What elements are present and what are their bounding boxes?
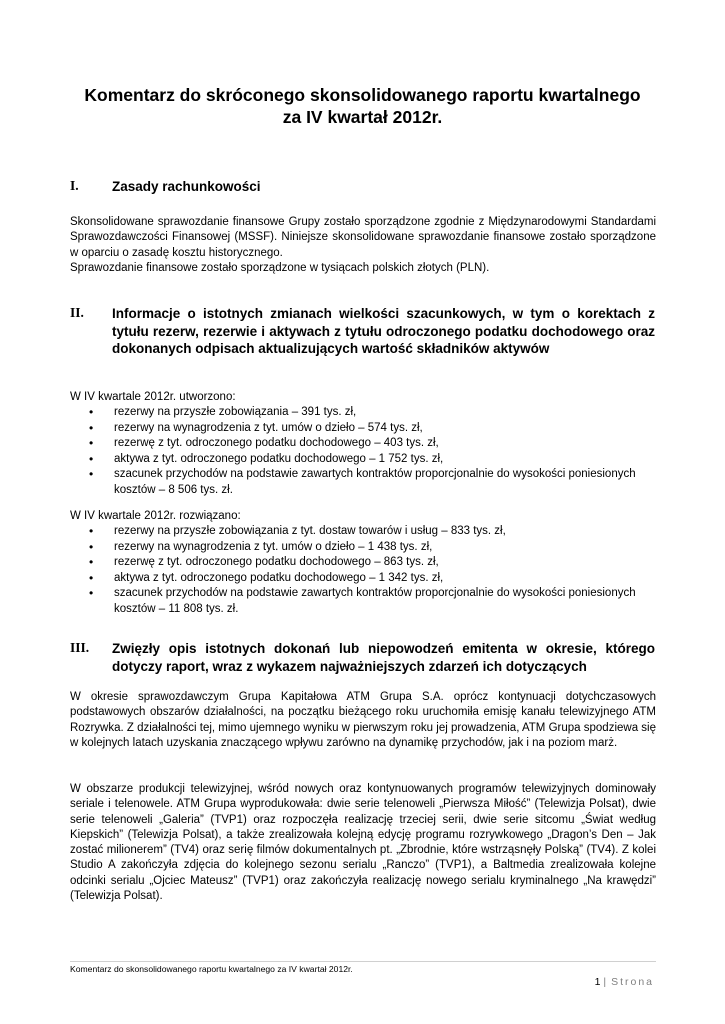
page-number-value: 1 [594,976,601,988]
list-item-text: aktywa z tyt. odroczonego podatku dochodowego – 1 752 tys. zł, [114,452,444,465]
list-item-text: szacunek przychodów na podstawie zawartych kontraktów proporcjonalnie do wysokości poniesionych kosztów – 11 808 tys. zł. [114,587,636,615]
list-item [0,467,725,498]
page-number-separator: | [603,976,609,988]
section-1-title: Zasady rachunkowości [112,179,261,194]
created-list [0,405,725,499]
bullet-icon: • [89,570,94,585]
title-line-1: Komentarz do skróconego skonsolidowanego raportu kwartalnego [84,85,641,105]
bullet-icon: • [89,524,94,538]
section-3-paragraph-2: W obszarze produkcji telewizyjnej, wśród nowych oraz kontynuowanych programów telewizyjnych dominowały seriale i telenowele. ATM Grupa wyprodukowała: dwie serie telenoweli „Pierwsza Miłość” (Telewizja Polsat), dwie serie telenoweli „Galeria” (TVP1) oraz rozpoczęła realizację trzeciej serii, dwie serie sitcomu „Świat według Kiepskich” (Telewizja Polsat), a także zrealizowała kolejną edycję programu rozrywkowego „Dragon’s Den – Jak zostać milionerem” (TV4) oraz serię filmów dokumentalnych pt. „Zbrodnie, które wstrząsnęły Polską” (TV4). Z kolei Studio A zakończyła zdjęcia do kolejnego sezonu serialu „Ranczo” (TVP1), a Baltmedia zrealizowała kolejne odcinki serialu „Ojciec Mateusz” (TVP1) oraz zakończyła realizację nowego serialu kryminalnego „Na krawędzi” (Telewizja Polsat). [70,783,656,903]
list-item-text: rezerwy na wynagrodzenia z tyt. umów o dzieło – 1 438 tys. zł, [114,540,433,553]
footer-text: Komentarz do skonsolidowanego raportu kwartalnego za IV kwartał 2012r. [70,964,353,974]
title-line-2: za IV kwartał 2012r. [282,107,443,127]
bullet-icon: • [89,555,94,570]
list-item [0,586,725,617]
section-3-heading [70,640,655,678]
list-item [0,421,725,437]
list-item-text: rezerwę z tyt. odroczonego podatku dochodowego – 863 tys. zł, [114,556,439,569]
dissolved-list [0,524,725,618]
list-item-text: rezerwy na wynagrodzenia z tyt. umów o dzieło – 574 tys. zł, [114,421,423,434]
list-item [0,555,725,571]
bullet-icon: • [89,539,94,554]
footer-divider [70,961,656,962]
section-2-heading [70,305,655,377]
list-item-text: rezerwy na przyszłe zobowiązania – 391 tys. zł, [114,406,357,418]
bullet-icon: • [89,436,94,451]
section-2-number: II. [70,305,84,320]
bullet-icon: • [89,467,94,482]
list-item-text: aktywa z tyt. odroczonego podatku dochodowego – 1 342 tys. zł, [114,571,444,584]
created-intro: W IV kwartale 2012r. utworzono: [70,391,236,403]
bullet-icon: • [89,420,94,435]
bullet-icon: • [89,586,94,601]
page-number [595,976,654,988]
list-item [0,571,725,587]
list-item [0,524,725,540]
section-1-currency-note: Sprawozdanie finansowe zostało sporządzone w tysiącach polskich złotych (PLN). [70,262,490,274]
bullet-icon: • [89,405,94,419]
list-item-text: rezerwy na przyszłe zobowiązania z tyt. dostaw towarów i usług – 833 tys. zł, [114,525,506,537]
section-2-title: Informacje o istotnych zmianach wielkości szacunkowych, w tym o korektach z tytułu rezerw, rezerwie i aktywach z tytułu odroczonego podatku dochodowego oraz dokonanych odpisach aktualizujących wartość składników aktywów [112,306,655,356]
list-item-text: rezerwę z tyt. odroczonego podatku dochodowego – 403 tys. zł, [114,437,439,450]
section-1-paragraph: Skonsolidowane sprawozdanie finansowe Grupy zostało sporządzone zgodnie z Międzynarodowymi Standardami Sprawozdawczości Finansowej (MSSF). Niniejsze skonsolidowane sprawozdanie finansowe zostało sporządzone w oparciu o zasadę kosztu historycznego. [70,216,656,259]
section-3-title: Zwięzły opis istotnych dokonań lub niepowodzeń emitenta w okresie, którego dotyczy raport, wraz z wykazem najważniejszych zdarzeń ich dotyczących [112,641,655,674]
section-1-number: I. [70,178,79,193]
dissolved-intro: W IV kwartale 2012r. rozwiązano: [70,510,241,522]
list-item [0,452,725,468]
list-item [0,405,725,421]
page-number-label: Strona [611,976,654,988]
section-3-number: III. [70,640,90,655]
bullet-icon: • [89,451,94,466]
section-1-heading [70,178,655,198]
list-item [0,436,725,452]
section-3-paragraph-1: W okresie sprawozdawczym Grupa Kapitałowa ATM Grupa S.A. oprócz kontynuacji dotychczasowych podstawowych obszarów działalności, na początku bieżącego roku uruchomiła emisję kanału telewizyjnego ATM Rozrywka. Z działalności tej, mimo ujemnego wyniku w pierwszym roku jej prowadzenia, ATM Grupa spodziewa się w kolejnych latach uzyskania znaczącego wpływu zarówno na dynamikę przychodów, jak i na poziom marż. [70,691,656,749]
document-title [60,84,665,128]
list-item [0,540,725,556]
list-item-text: szacunek przychodów na podstawie zawartych kontraktów proporcjonalnie do wysokości poniesionych kosztów – 8 506 tys. zł. [114,468,636,496]
